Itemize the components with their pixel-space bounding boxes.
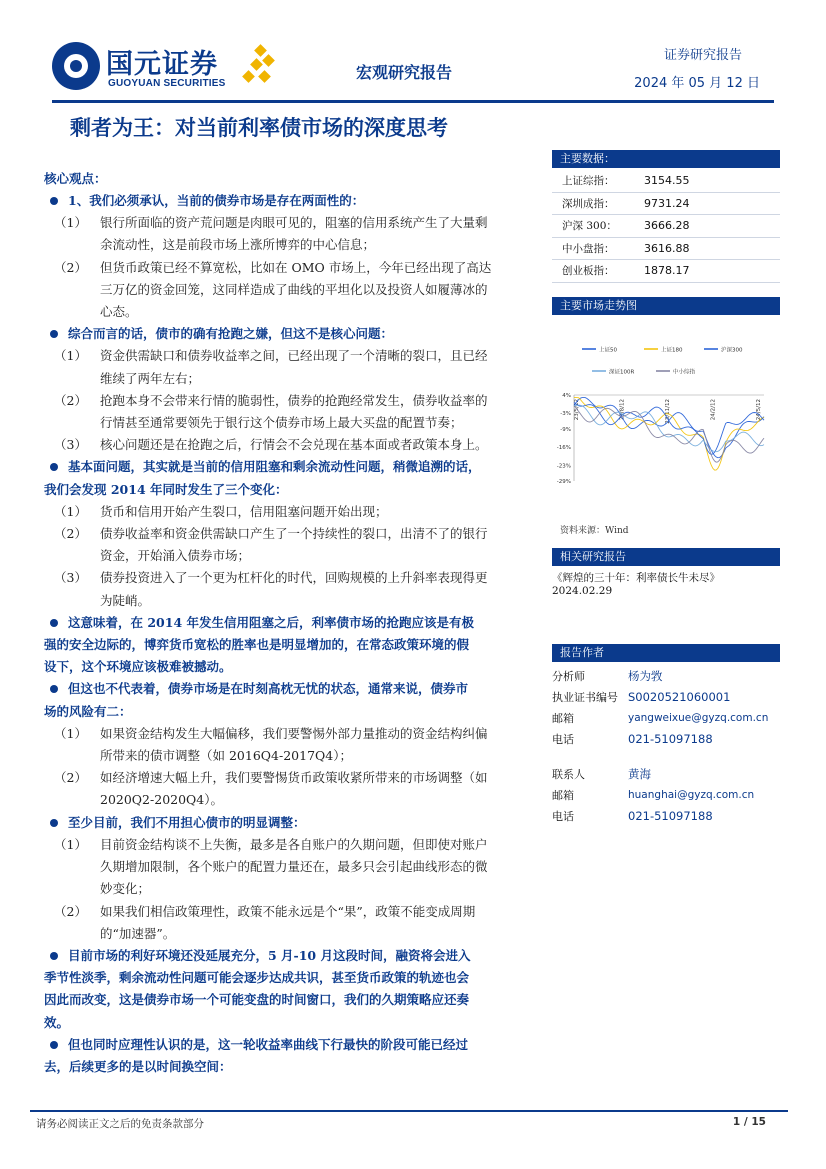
bullet-dot-icon	[50, 819, 58, 827]
item-number: （1）	[54, 725, 87, 741]
author-field-value: 黄海	[628, 766, 651, 781]
author-field-value: 杨为敩	[628, 668, 663, 683]
bullet-text-line: 强的安全边际的，博弈货币宽松的胜率也是明显增加的，在常态政策环境的假	[44, 637, 470, 653]
author-email-link[interactable]: yangweixue@gyzq.com.cn	[628, 711, 769, 724]
sidebar	[552, 150, 780, 827]
footer-disclaimer: 请务必阅读正文之后的免责条款部分	[36, 1118, 204, 1130]
item-text-line: 债券收益率和资金供需缺口产生了一个持续性的裂口，出清不了的银行	[100, 526, 488, 542]
trend-chart-svg	[552, 315, 780, 515]
numbered-item	[44, 834, 550, 901]
related-header: 相关研究报告	[552, 548, 780, 566]
item-number: （3）	[54, 437, 87, 453]
y-tick-label: -16%	[556, 445, 571, 452]
x-tick-label: 23/8/12	[619, 398, 626, 421]
bullet-dot-icon	[50, 330, 58, 338]
page-title: 剩者为王：对当前利率债市场的深度思考	[70, 115, 448, 140]
bullet-text-line: 设下，这个环境应该极难被撼动。	[44, 659, 232, 675]
legend-label: 上证180	[661, 347, 683, 354]
y-tick-label: -29%	[556, 478, 571, 485]
company-logo	[52, 38, 272, 98]
bullet-text-line: 季节性淡季，剩余流动性问题可能会逐步达成共识，甚至货币政策的轨迹也会	[44, 970, 470, 986]
item-text-line: 抢跑本身不会带来行情的脆弱性，债券的抢跑经常发生，债券收益率的	[100, 392, 488, 408]
bullet-text-line: 这意味着，在 2014 年发生信用阻塞之后，利率债市场的抢跑应该是有极	[68, 614, 474, 630]
bullet-dot-icon	[50, 619, 58, 627]
core-view-section	[44, 168, 550, 1078]
y-tick-label: -3%	[560, 411, 571, 418]
spacer	[552, 750, 780, 764]
author-field-label: 邮箱	[552, 711, 574, 725]
item-text-line: 维续了两年左右；	[100, 370, 201, 386]
report-category: 证券研究报告	[663, 48, 742, 63]
legend-label: 沪深300	[721, 347, 743, 354]
index-row	[552, 193, 780, 216]
bullet-point	[44, 456, 550, 500]
author-field-label: 电话	[552, 732, 574, 746]
numbered-item	[44, 434, 550, 456]
bullet-text-line: 我们会发现 2014 年同时发生了三个变化：	[44, 481, 288, 497]
item-text-line: 三万亿的资金回笼，这同样造成了曲线的平坦化以及投资人如履薄冰的	[100, 281, 488, 297]
author-row	[552, 729, 780, 750]
core-heading: 核心观点：	[44, 171, 107, 186]
item-text-line: 核心问题还是在抢跑之后，行情会不会兑现在基本面或者政策本身上。	[100, 437, 488, 453]
item-text-line: 如经济增速大幅上升，我们要警惕货币政策收紧所带来的市场调整（如	[100, 770, 488, 786]
index-row	[552, 260, 780, 283]
item-text-line: 所带来的债市调整（如 2016Q4-2017Q4）；	[100, 748, 352, 764]
author-field-value: 021-51097188	[628, 731, 713, 746]
numbered-item	[44, 501, 550, 523]
item-number: （2）	[54, 903, 87, 919]
numbered-item	[44, 390, 550, 434]
index-value: 1878.17	[644, 264, 690, 278]
author-row	[552, 708, 780, 729]
index-value: 9731.24	[644, 196, 690, 210]
item-text-line: 资金供需缺口和债券收益率之间，已经出现了一个清晰的裂口，且已经	[100, 348, 488, 364]
index-name: 深圳成指：	[562, 197, 615, 210]
author-row	[552, 785, 780, 806]
bullet-dot-icon	[50, 1041, 58, 1049]
logo-emblem-icon	[52, 42, 100, 90]
author-info	[552, 666, 780, 827]
index-name: 沪深 300：	[562, 220, 617, 233]
index-row	[552, 238, 780, 261]
item-text-line: 行情甚至通常要领先于银行这个债券市场上最大买盘的配置节奏；	[100, 415, 463, 431]
logo-text-cn: 国元证券	[106, 49, 218, 80]
numbered-item	[44, 567, 550, 611]
bullet-text-line: 场的风险有二：	[44, 703, 132, 719]
author-field-label: 联系人	[552, 767, 585, 781]
author-field-value: 021-51097188	[628, 808, 713, 823]
bullet-text-line: 目前市场的利好环境还没延展充分，5 月-10 月这段时间，融资将会进入	[68, 947, 471, 963]
index-name: 创业板指：	[562, 265, 615, 278]
bullet-text-line: 但这也不代表着，债券市场是在时刻高枕无忧的状态，通常来说，债券市	[68, 681, 469, 697]
bullet-text-line: 效。	[44, 1014, 70, 1030]
bullet-point	[44, 945, 550, 1034]
item-text-line: 银行所面临的资产荒问题是肉眼可见的，阻塞的信用系统产生了大量剩	[100, 215, 488, 231]
bullet-text: 综合而言的话，债市的确有抢跑之嫌，但这不是核心问题：	[68, 326, 394, 342]
related-report-link[interactable]: 《辉煌的三十年：利率债长牛未尽》2024.02.29	[552, 571, 720, 597]
item-text-line: 资金，开始涌入债券市场；	[100, 548, 251, 564]
page-number: 1 / 15	[732, 1116, 766, 1128]
numbered-item	[44, 723, 550, 767]
author-row	[552, 687, 780, 708]
item-number: （3）	[54, 570, 87, 586]
report-date: 2024 年 05 月 12 日	[634, 76, 760, 91]
item-number: （1）	[54, 836, 87, 852]
bullet-text-line: 但也同时应理性认识的是，这一轮收益率曲线下行最快的阶段可能已经过	[68, 1036, 469, 1052]
header-divider	[52, 100, 774, 103]
numbered-item	[44, 212, 550, 256]
item-number: （2）	[54, 770, 87, 786]
author-field-label: 电话	[552, 809, 574, 823]
index-table	[552, 170, 780, 283]
author-row	[552, 806, 780, 827]
x-tick-label: 24/5/12	[756, 398, 762, 421]
y-tick-label: 4%	[562, 392, 571, 399]
index-value: 3154.55	[644, 174, 690, 187]
bullet-text-line: 因此而改变，这是债券市场一个可能变盘的时间窗口，我们的久期策略应还奏	[44, 992, 470, 1008]
numbered-item	[44, 257, 550, 324]
author-field-label: 分析师	[552, 669, 585, 683]
item-number: （1）	[54, 215, 87, 231]
bullet-dot-icon	[50, 197, 58, 205]
x-tick-label: 23/5/12	[574, 398, 580, 421]
author-field-label: 执业证书编号	[552, 690, 618, 704]
item-text-line: 债券投资进入了一个更为杠杆化的时代，回购规模的上升斜率表现得更	[100, 570, 488, 586]
main-data-header: 主要数据：	[552, 150, 780, 168]
bullet-point	[44, 323, 550, 345]
index-row	[552, 170, 780, 193]
bullet-point	[44, 612, 550, 679]
chart-source: 资料来源：Wind	[560, 525, 629, 536]
item-text-line: 余流动性，这是前段市场上涨所博弈的中心信息；	[100, 237, 376, 253]
author-field-label: 邮箱	[552, 788, 574, 802]
item-number: （2）	[54, 392, 87, 408]
item-text-line: 久期增加限制，各个账户的配置力量还在，最多只会引起曲线形态的微	[100, 859, 488, 875]
numbered-item	[44, 523, 550, 567]
bullet-text: 至少目前，我们不用担心债市的明显调整：	[68, 814, 306, 830]
footer-divider	[30, 1110, 788, 1112]
numbered-item	[44, 767, 550, 811]
item-text-line: 货币和信用开始产生裂口，信用阻塞问题开始出现；	[100, 503, 388, 519]
item-number: （2）	[54, 259, 87, 275]
logo-text-en: GUOYUAN SECURITIES	[108, 78, 226, 89]
market-trend-chart	[552, 315, 780, 515]
author-row	[552, 666, 780, 687]
legend-label: 深证100R	[609, 369, 635, 376]
author-header: 报告作者	[552, 644, 780, 662]
y-tick-label: -23%	[556, 463, 571, 470]
bullet-point	[44, 678, 550, 722]
item-text-line: 为陡峭。	[100, 592, 151, 608]
report-type: 宏观研究报告	[356, 63, 453, 82]
x-tick-label: 24/2/12	[710, 398, 717, 421]
author-row	[552, 764, 780, 785]
author-field-value: S0020521060001	[628, 689, 731, 704]
item-text-line: 如果我们相信政策理性，政策不能永远是个“果”，政策不能变成周期	[100, 903, 476, 919]
legend-label: 中小综指	[673, 369, 696, 376]
item-text-line: 妙变化；	[100, 881, 151, 897]
author-email-link[interactable]: huanghai@gyzq.com.cn	[628, 788, 755, 801]
item-text-line: 但货币政策已经不算宽松，比如在 OMO 市场上，今年已经出现了高达	[100, 259, 492, 275]
bullet-text: 1、我们必须承认，当前的债券市场是存在两面性的：	[68, 193, 365, 208]
logo-dots-icon	[242, 46, 272, 86]
legend-label: 上证50	[599, 347, 617, 354]
index-value: 3616.88	[644, 241, 690, 255]
bullet-point	[44, 190, 550, 212]
index-name: 中小盘指：	[562, 242, 615, 255]
item-text-line: 心态。	[100, 304, 138, 320]
bullet-point	[44, 812, 550, 834]
numbered-item	[44, 345, 550, 389]
bullet-text-line: 去，后续更多的是以时间换空间：	[44, 1058, 232, 1074]
page-header	[0, 0, 826, 104]
index-name: 上证综指：	[562, 175, 615, 187]
bullet-dot-icon	[50, 952, 58, 960]
item-text-line: 目前资金结构谈不上失衡，最多是各自账户的久期问题，但即使对账户	[100, 836, 488, 852]
item-text-line: 如果资金结构发生大幅偏移，我们要警惕外部力量推动的资金结构纠偏	[100, 725, 488, 741]
item-number: （1）	[54, 503, 87, 519]
item-number: （1）	[54, 348, 87, 364]
index-row	[552, 215, 780, 238]
item-text-line: 2020Q2-2020Q4）。	[100, 792, 223, 808]
x-tick-label: 23/11/12	[665, 398, 671, 424]
numbered-item	[44, 901, 550, 945]
bullet-text-line: 基本面问题，其实就是当前的信用阻塞和剩余流动性问题，稍微追溯的话，	[68, 459, 481, 475]
item-text-line: 的“加速器”。	[100, 925, 176, 941]
index-value: 3666.28	[644, 219, 690, 233]
trend-header: 主要市场走势图	[552, 297, 780, 315]
bullet-point	[44, 1034, 550, 1078]
y-tick-label: -9%	[560, 426, 571, 433]
item-number: （2）	[54, 526, 87, 542]
